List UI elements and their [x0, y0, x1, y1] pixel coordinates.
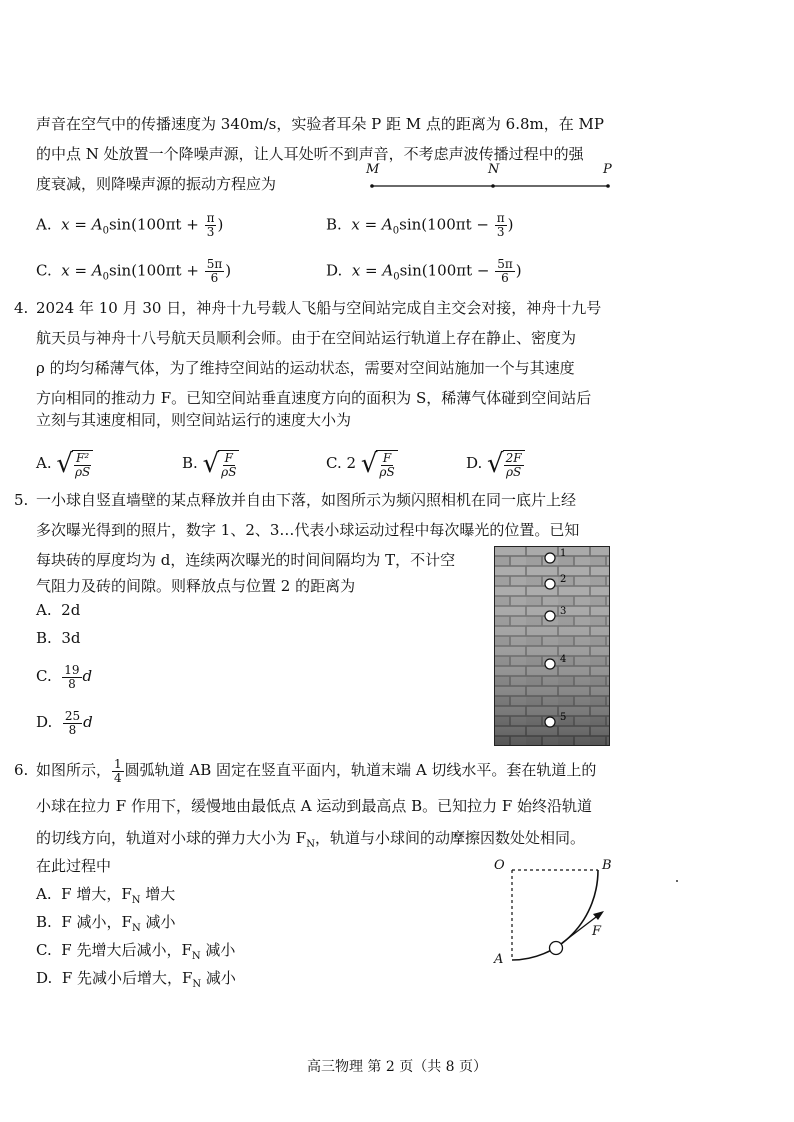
- q4-option-c[interactable]: [326, 448, 398, 479]
- label-p: P: [603, 162, 612, 177]
- q5-text-line4: 气阻力及砖的间隙。则释放点与位置 2 的距离为: [36, 577, 356, 595]
- q6-line3-text: 的切线方向，轨道对小球的弹力大小为 F: [36, 829, 307, 847]
- page-footer: 高三物理 第 2 页（共 8 页）: [306, 1059, 488, 1075]
- option-letter: A.: [36, 215, 52, 234]
- option-letter: B.: [36, 629, 52, 647]
- photo-label-5: 5: [560, 712, 567, 723]
- option-formula-mid: sin(100πt +: [109, 261, 204, 280]
- stray-dot: [676, 880, 678, 882]
- strobe-photo: [494, 546, 610, 746]
- q6-line1-post: 圆弧轨道 AB 固定在竖直平面内，轨道末端 A 切线水平。套在轨道上的: [124, 761, 597, 779]
- option-fraction: [205, 212, 217, 239]
- frac-den: 3: [206, 225, 215, 239]
- option-formula-mid: sin(100πt −: [399, 261, 495, 280]
- option-formula-post: ): [515, 261, 522, 280]
- option-subscript: 0: [102, 271, 110, 283]
- frac-den: 6: [210, 271, 219, 285]
- brick-wall-image: [494, 546, 610, 746]
- option-fraction: [495, 258, 515, 285]
- option-letter: D.: [466, 454, 483, 472]
- q3-text-line2: 的中点 N 处放置一个降噪声源，让人耳处听不到声音，不考虑声波传播过程中的强: [36, 145, 584, 163]
- photo-label-4: 4: [560, 654, 567, 665]
- label-o: O: [494, 858, 505, 873]
- frac-num: 1: [114, 756, 122, 771]
- option-text: F 先减小后增大，F: [61, 969, 193, 987]
- frac-num: F: [224, 450, 233, 465]
- frac-num: F²: [76, 450, 90, 465]
- frac-den: 8: [68, 722, 77, 737]
- option-text: F 减小，F: [61, 913, 132, 931]
- option-text-tail: 增大: [140, 885, 176, 903]
- option-formula-lhs: x = A: [61, 261, 103, 280]
- frac-den: 4: [114, 770, 122, 785]
- mnp-diagram: [360, 162, 620, 192]
- arc-track-diagram: [490, 856, 620, 976]
- option-subscript: N: [192, 979, 202, 990]
- option-formula-lhs: x = A: [351, 215, 393, 234]
- option-subscript: 0: [102, 225, 109, 237]
- q3-text-line1: 声音在空气中的传播速度为 340m/s，实验者耳朵 P 距 M 点的距离为 6.8m，在 MP: [36, 115, 604, 133]
- q3-option-b[interactable]: [326, 212, 514, 242]
- option-text: 2d: [61, 601, 81, 619]
- frac-num: F: [382, 450, 392, 465]
- frac-num: π: [496, 211, 505, 225]
- option-subscript: N: [131, 895, 141, 906]
- q6-text-line2: 小球在拉力 F 作用下，缓慢地由最低点 A 运动到最高点 B。已知拉力 F 始终沿轨道: [36, 797, 593, 815]
- frac-num: 5π: [206, 257, 223, 271]
- sqrt-icon: √ $\frac{F}{\rho S}$: [203, 450, 240, 479]
- q6-text-line3: [36, 828, 585, 855]
- frac-num: π: [206, 211, 215, 225]
- option-text-tail: 减小: [201, 969, 236, 987]
- q6-option-b[interactable]: [36, 912, 175, 939]
- frac-den: ρS: [379, 464, 395, 479]
- option-text: 3d: [61, 629, 81, 647]
- option-letter: A.: [36, 601, 52, 619]
- q5-option-c[interactable]: [36, 662, 92, 691]
- q4-text-line1: 2024 年 10 月 30 日，神舟十九号载人飞船与空间站完成自主交会对接，神舟十九号: [36, 299, 602, 317]
- q4-text-line3: ρ 的均匀稀薄气体，为了维持空间站的运动状态，需要对空间站施加一个与其速度: [36, 359, 575, 377]
- q3-option-d[interactable]: [326, 258, 522, 288]
- frac-den: ρS: [505, 464, 522, 479]
- photo-label-1: 1: [560, 548, 567, 559]
- option-unit: d: [83, 713, 93, 731]
- option-letter: D.: [36, 713, 53, 731]
- option-unit: d: [82, 667, 93, 685]
- q6-line1-pre: 如图所示，: [36, 761, 112, 779]
- q5-text-line1: 一小球自竖直墙壁的某点释放并自由下落，如图所示为频闪照相机在同一底片上经: [36, 491, 577, 509]
- label-a: A: [494, 952, 504, 967]
- q6-option-c[interactable]: [36, 940, 235, 967]
- option-text: F 增大，F: [61, 885, 132, 903]
- option-letter: D.: [326, 261, 343, 280]
- sqrt-icon: √ $\frac{\text{F²}}{\rho S}$: [56, 450, 93, 479]
- q6-option-a[interactable]: [36, 884, 175, 911]
- frac-num: 25: [64, 708, 81, 723]
- photo-label-3: 3: [560, 606, 567, 617]
- option-formula-post: ): [217, 215, 224, 234]
- q3-option-c[interactable]: [36, 258, 231, 288]
- option-letter: C.: [326, 454, 342, 472]
- q4-number: 4.: [14, 299, 29, 317]
- q5-text-line2: 多次曝光得到的照片，数字 1、2、3…代表小球运动过程中每次曝光的位置。已知: [36, 521, 580, 539]
- q4-option-b[interactable]: [182, 448, 239, 479]
- frac-den: 6: [501, 271, 509, 285]
- q4-option-a[interactable]: [36, 448, 93, 479]
- frac-den: 8: [68, 676, 76, 691]
- option-formula-post: ): [507, 215, 514, 234]
- option-text: F 先增大后减小，F: [61, 941, 192, 959]
- q5-option-b[interactable]: [36, 628, 81, 648]
- option-fraction: [205, 258, 225, 285]
- frac-num: 19: [64, 662, 80, 677]
- photo-label-2: 2: [560, 574, 567, 585]
- option-formula-post: ): [225, 261, 232, 280]
- option-formula-lhs: x = A: [351, 261, 394, 280]
- frac-den: ρS: [221, 464, 237, 479]
- q6-option-d[interactable]: [36, 968, 236, 995]
- label-m: M: [366, 162, 380, 177]
- option-letter: A.: [36, 885, 52, 903]
- q6-text-line4: 在此过程中: [36, 857, 112, 875]
- option-letter: B.: [182, 454, 198, 472]
- option-letter: D.: [36, 969, 53, 987]
- arc-svg: [490, 856, 620, 976]
- frac-den: ρS: [74, 464, 91, 479]
- option-formula-lhs: x = A: [61, 215, 103, 234]
- frac-num: 5π: [497, 257, 513, 271]
- option-letter: C.: [36, 941, 52, 959]
- q4-text-line2: 航天员与神舟十八号航天员顺利会师。由于在空间站运行轨道上存在静止、密度为: [36, 329, 577, 347]
- option-subscript: N: [191, 951, 201, 962]
- option-subscript: 0: [392, 225, 400, 237]
- q3-text-line3: 度衰减，则降噪声源的振动方程应为: [36, 175, 277, 193]
- q6-text-line1: [36, 754, 596, 786]
- option-letter: C.: [36, 261, 52, 280]
- q5-number: 5.: [14, 491, 29, 509]
- option-text-tail: 减小: [140, 913, 176, 931]
- option-formula-mid: sin(100πt +: [108, 215, 204, 234]
- label-n: N: [488, 162, 500, 177]
- option-formula-mid: sin(100πt −: [399, 215, 494, 234]
- q5-option-a[interactable]: [36, 600, 80, 620]
- q6-number: 6.: [14, 761, 29, 779]
- label-f: F: [592, 924, 602, 939]
- option-letter: B.: [326, 215, 342, 234]
- option-letter: C.: [36, 667, 52, 685]
- frac-num: 2F: [505, 450, 522, 465]
- q5-text-line3: 每块砖的厚度均为 d，连续两次曝光的时间间隔均为 T，不计空: [36, 551, 456, 569]
- frac-den: 3: [496, 225, 505, 239]
- q3-option-a[interactable]: [36, 212, 223, 242]
- q4-text-line4: 方向相同的推动力 F。已知空间站垂直速度方向的面积为 S，稀薄气体碰到空间站后: [36, 389, 592, 407]
- sqrt-icon: √ $\frac{F}{\rho S}$: [361, 450, 398, 479]
- q4-option-d[interactable]: [466, 448, 525, 479]
- option-fraction: [495, 212, 507, 239]
- sqrt-icon: √ $\frac{2F}{\rho S}$: [487, 450, 525, 479]
- option-letter: B.: [36, 913, 52, 931]
- q6-line3-sub: N: [306, 839, 315, 850]
- option-coef: 2: [346, 454, 357, 472]
- q4-text-line5: 立刻与其速度相同，则空间站运行的速度大小为: [36, 411, 352, 429]
- q5-option-d[interactable]: [36, 708, 93, 737]
- option-text-tail: 减小: [200, 941, 236, 959]
- option-letter: A.: [36, 454, 52, 472]
- q6-line3-post: ，轨道与小球间的动摩擦因数处处相同。: [314, 829, 585, 847]
- option-subscript: 0: [393, 271, 400, 283]
- label-b: B: [602, 858, 612, 873]
- option-subscript: N: [131, 923, 141, 934]
